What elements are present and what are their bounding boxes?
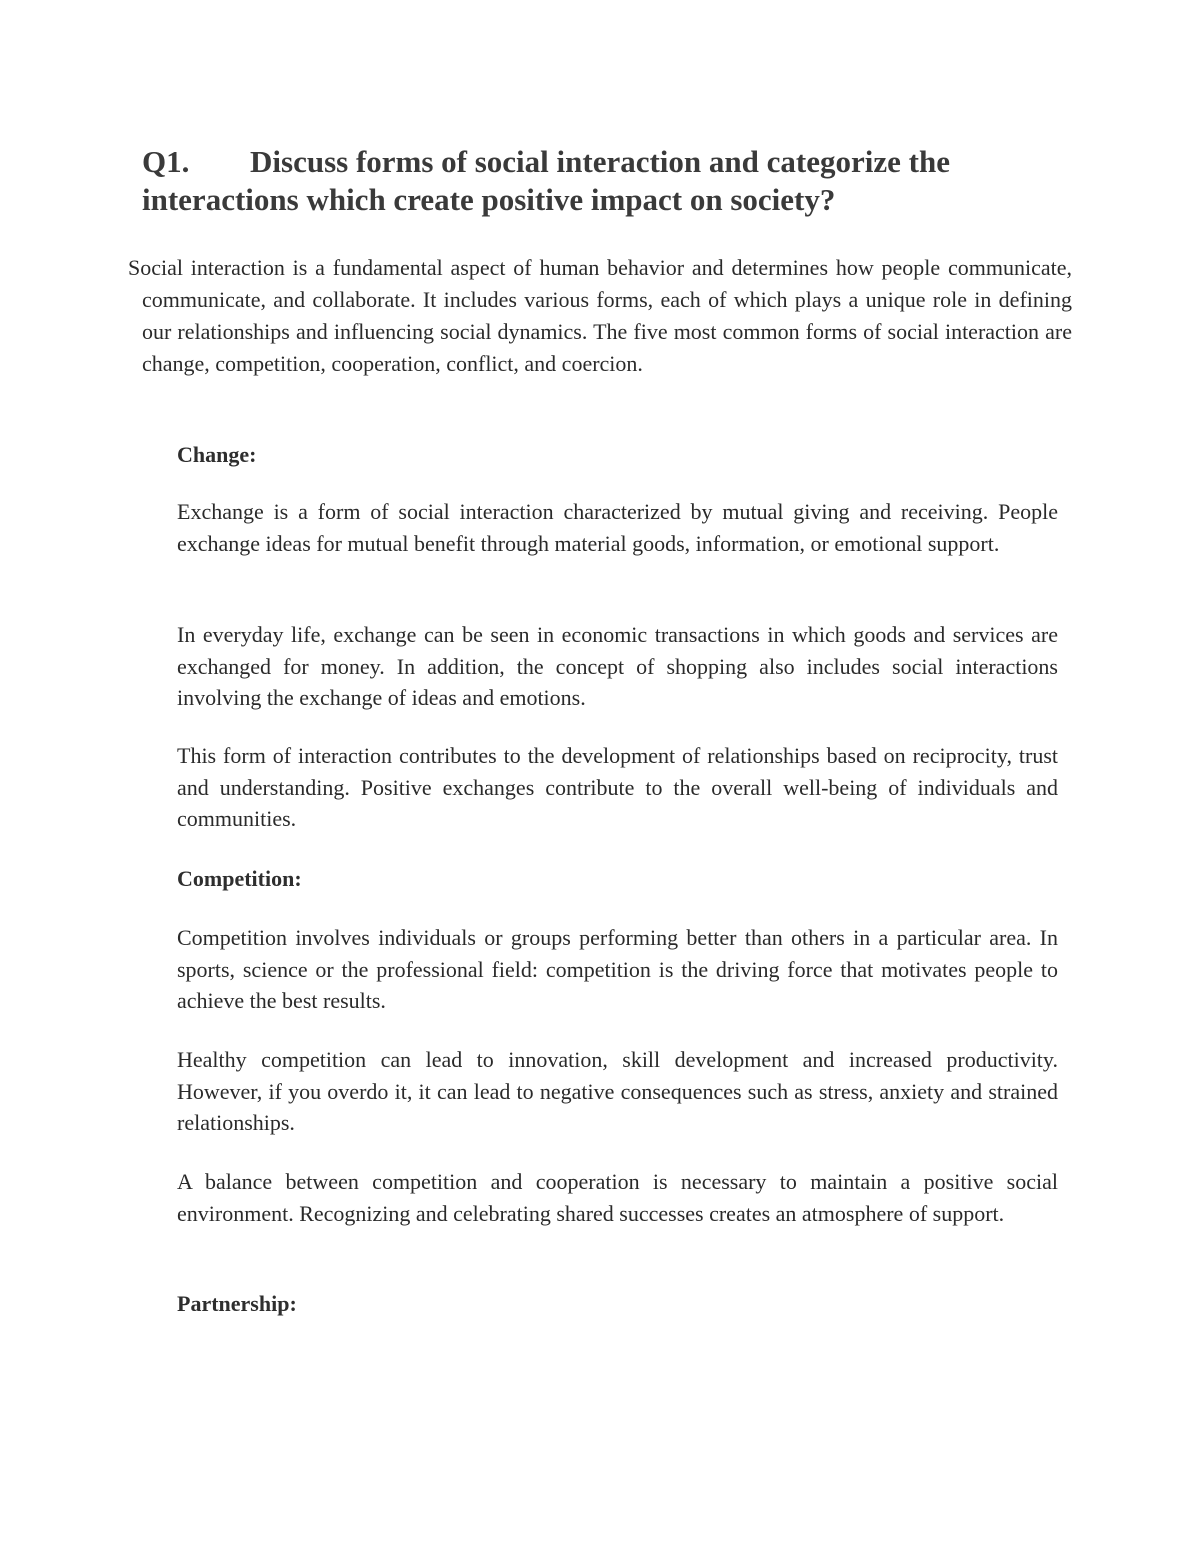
question-heading bbox=[142, 143, 1062, 219]
question-text: Discuss forms of social interaction and categorize the interactions which create positive impact on society? bbox=[142, 144, 950, 217]
change-paragraph-1: Exchange is a form of social interaction characterized by mutual giving and receiving. People exchange ideas for mutual benefit through material goods, information, or emotional support. bbox=[177, 499, 1058, 556]
section-heading-competition: Competition: bbox=[177, 866, 302, 891]
change-paragraph-2: In everyday life, exchange can be seen in economic transactions in which goods and services are exchanged for money. In addition, the concept of shopping also includes social interactions involving the exchange of ideas and emotions. bbox=[177, 622, 1058, 710]
section-heading-partnership: Partnership: bbox=[177, 1291, 297, 1316]
competition-paragraph-3: A balance between competition and cooperation is necessary to maintain a positive social environment. Recognizing and celebrating shared successes creates an atmosphere of support. bbox=[177, 1169, 1058, 1226]
intro-paragraph: Social interaction is a fundamental aspect of human behavior and determines how people communicate, communicate, and collaborate. It includes various forms, each of which plays a unique role in defining our relationships and influencing social dynamics. The five most common forms of social interaction are change, competition, cooperation, conflict, and coercion. bbox=[128, 255, 1072, 376]
change-paragraph-3: This form of interaction contributes to the development of relationships based on reciprocity, trust and understanding. Positive exchanges contribute to the overall well-being of individuals and communities. bbox=[177, 743, 1058, 831]
competition-paragraph-2: Healthy competition can lead to innovation, skill development and increased productivity. However, if you overdo it, it can lead to negative consequences such as stress, anxiety and strained relationships. bbox=[177, 1047, 1058, 1135]
competition-paragraph-1: Competition involves individuals or groups performing better than others in a particular area. In sports, science or the professional field: competition is the driving force that motivates people to achieve the best results. bbox=[177, 925, 1058, 1013]
section-heading-change: Change: bbox=[177, 442, 257, 467]
question-number: Q1. bbox=[142, 144, 190, 179]
